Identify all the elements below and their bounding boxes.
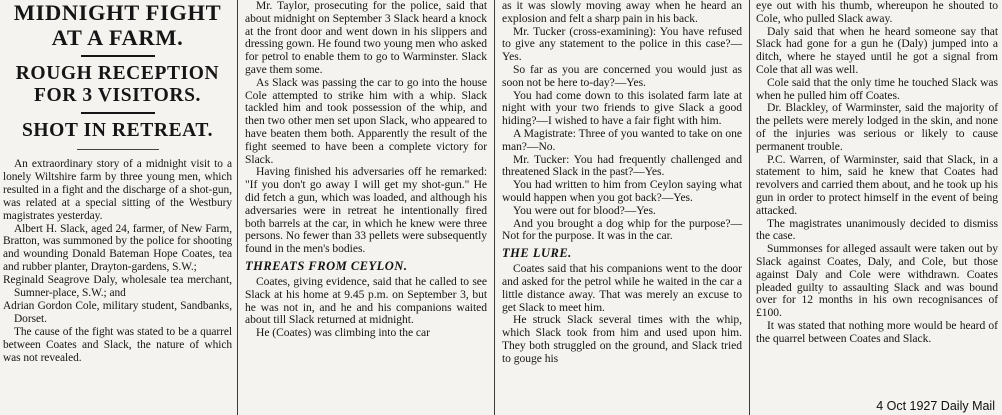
deck-1 <box>3 63 232 107</box>
paragraph: It was stated that nothing more would be heard of the quarrel between Coates and Slack. <box>756 318 998 345</box>
headline-line-2: AT A FARM. <box>51 25 184 50</box>
subheading-threats: THREATS FROM CEYLON. <box>245 258 408 273</box>
column-rule <box>237 0 238 415</box>
paragraph: He struck Slack several times with the whip, which Slack took from him and used upon him. They both struggled on the ground, and Slack tried to gouge his <box>502 313 742 365</box>
paragraph: So far as you are concerned you would just as soon not be here to-day?—Yes. <box>502 62 742 89</box>
paragraph: Mr. Taylor, prosecuting for the police, said that about midnight on September 3 Slack heard a knock at the front door and went down in his slippers and dressing gown. He found two young men who asked for petrol to enable them to go to Warminster. Slack gave them some. <box>245 0 487 76</box>
paragraph: Summonses for alleged assault were taken out by Slack against Coates, Daly, and Cole, but those against Daly and Cole were withdrawn. Coates pleaded guilty to assaulting Slack and was bound over for 12 months in his own recognisances of £100. <box>756 242 998 320</box>
column-4 <box>752 0 1002 415</box>
paragraph: He (Coates) was climbing into the car <box>256 326 430 340</box>
paragraph: Coates, giving evidence, said that he called to see Slack at his home at 9.45 p.m. on September 3, but he was not in, and he and his companions waited about till Slack returned at midnight. <box>245 274 487 327</box>
column-2 <box>240 0 492 415</box>
column-3 <box>497 0 747 415</box>
paragraph: Adrian Gordon Cole, military student, Sandbanks, Dorset. <box>3 299 232 325</box>
paragraph: Mr. Tucker (cross-examining): You have refused to give any statement to the police in this case?—Yes. <box>502 24 742 64</box>
paragraph: You were out for blood?—Yes. <box>513 203 656 217</box>
paragraph: eye out with his thumb, whereupon he shouted to Cole, who pulled Slack away. <box>756 0 998 25</box>
deck-2: SHOT IN RETREAT. <box>21 120 214 141</box>
paragraph: Dr. Blackley, of Warminster, said the majority of the pellets were merely lodged in the skin, and none of the injuries was serious or likely to cause permanent trouble. <box>756 101 998 153</box>
deck-1-line-2: FOR 3 VISITORS. <box>33 85 202 106</box>
deck-rule <box>81 112 155 114</box>
paragraph: Albert H. Slack, aged 24, farmer, of New Farm, Bratton, was summoned by the police for shooting and wounding Donald Bateman Hope Coates, tea and rubber planter, Drayton-gardens, S.W.; <box>3 222 232 274</box>
paragraph: As Slack was passing the car to go into the house Cole attempted to strike him with a whip. Slack tackled him and took possession of the whip, and then two other men set upon Slack, who appeared to have beaten them both. Apparently the result of the fight seemed to have been a complete victory for Slack. <box>245 75 487 166</box>
column-rule <box>494 0 495 415</box>
deck-2-rule <box>77 149 159 150</box>
column-1 <box>0 0 236 415</box>
paragraph: You had come down to this isolated farm late at night with your two friends to give Slack a good hiding?—I wished to have a fair fight with him. <box>502 88 742 128</box>
paragraph: Mr. Tucker: You had frequently challenged and threatened Slack in the past?—Yes. <box>502 152 742 179</box>
column-rule <box>749 0 750 415</box>
paragraph: And you brought a dog whip for the purpose?—Not for the purpose. It was in the car. <box>502 216 742 243</box>
headline-line-1: MIDNIGHT FIGHT <box>13 0 222 25</box>
source-caption: 4 Oct 1927 Daily Mail <box>872 398 998 413</box>
paragraph: as it was slowly moving away when he heard an explosion and felt a sharp pain in his back. <box>502 0 742 25</box>
subheading-lure: THE LURE. <box>502 246 572 261</box>
paragraph: An extraordinary story of a midnight visit to a lonely Wiltshire farm by three young men, which resulted in a fight and the discharge of a shot-gun, was related at a special sitting of the Westbury magistrates yesterday. <box>3 158 232 222</box>
paragraph: Cole said that the only time he touched Slack was when he pulled him off Coates. <box>756 75 998 102</box>
headline-rule <box>81 55 155 57</box>
paragraph: Reginald Seagrove Daly, wholesale tea merchant, Sumner-place, S.W.; and <box>3 274 232 300</box>
paragraph: Daly said that when he heard someone say that Slack had gone for a gun he (Daly) jumped into a ditch, where he stayed until he got a signal from Cole that all was well. <box>756 24 998 76</box>
paragraph: A Magistrate: Three of you wanted to take on one man?—No. <box>502 126 742 153</box>
paragraph: Coates said that his companions went to the door and asked for the petrol while he waited in the car a little distance away. That was merely an excuse to get Slack to meet him. <box>502 262 742 314</box>
paragraph: Having finished his adversaries off he remarked: "If you don't go away I will get my shot-gun." He did fetch a gun, which was loaded, and although his adversaries were in retreat he intentionally fired both barrels at the car, in which he knew were three persons. No fewer than 33 pellets were subsequently found in the men's bodies. <box>245 165 487 256</box>
paragraph: You had written to him from Ceylon saying what would happen when you got back?—Yes. <box>502 178 742 204</box>
paragraph: P.C. Warren, of Warminster, said that Slack, in a statement to him, said he knew that Coates had revolvers and carried them about, and he took up his gun in order to protect himself in the event of being attacked. <box>756 152 998 217</box>
deck-1-line-1: ROUGH RECEPTION <box>15 63 220 84</box>
paragraph: The cause of the fight was stated to be a quarrel between Coates and Slack, the nature of which was not revealed. <box>3 325 232 364</box>
paragraph: The magistrates unanimously decided to dismiss the case. <box>756 216 998 243</box>
headline <box>3 0 232 50</box>
